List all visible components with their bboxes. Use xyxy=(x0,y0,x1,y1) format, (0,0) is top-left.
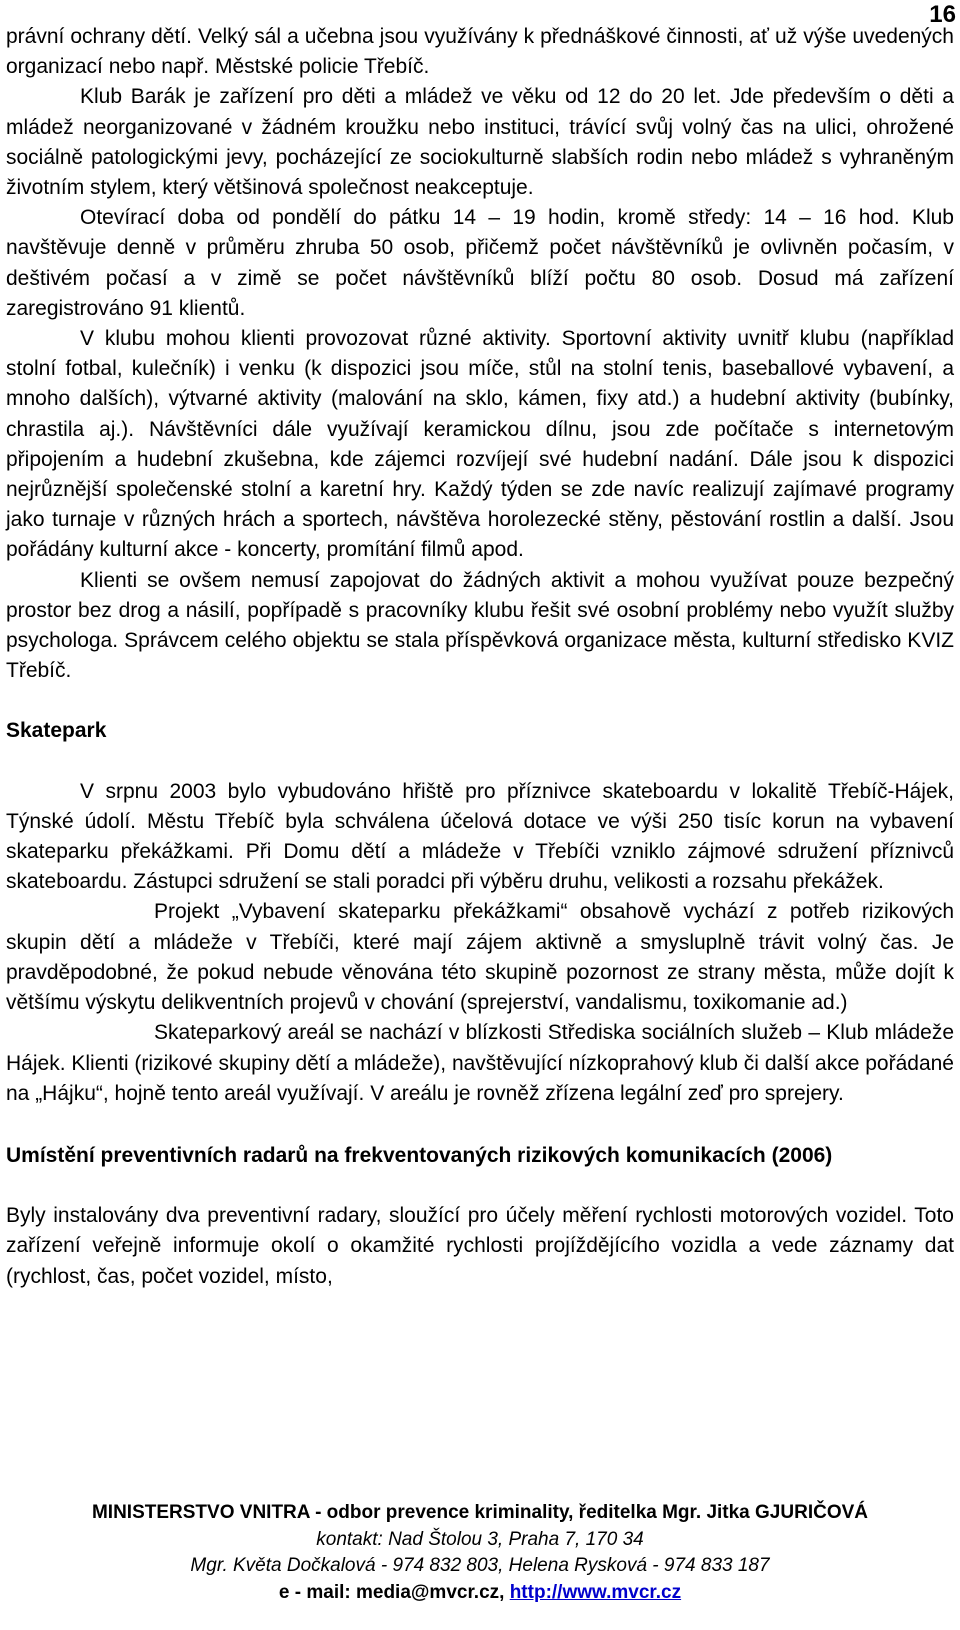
paragraph-skatepark-area: Skateparkový areál se nachází v blízkosti Střediska sociálních služeb – Klub mládeže Hájek. Klienti (rizikové skupiny dětí a mládeže), navštěvující nízkoprahový klub či další akce pořádané na „Hájku“, hojně tento areál využívají. V areálu je rovněž zřízena legální zeď pro sprejery. xyxy=(6,1021,954,1105)
paragraph-klub-barak: Klub Barák je zařízení pro děti a mládež ve věku od 12 do 20 let. Jde především o děti a mládež neorganizované v žádném kroužku nebo instituci, trávící svůj volný čas na ulici, ohrožené sociálně patologickými jevy, pocházející ze sociokulturně slabších rodin nebo mládež s vyhraněným životním stylem, který většinová společnost neakceptuje. xyxy=(6,85,954,200)
footer-email: e - mail: media@mvcr.cz, xyxy=(278,1581,510,1603)
paragraph-legal-protection: právní ochrany dětí. Velký sál a učebna jsou využívány k přednáškové činnosti, ať už výše uvedených organizací nebo např. Městské policie Třebíč. xyxy=(6,25,954,79)
footer-website-link[interactable]: http://www.mvcr.cz xyxy=(509,1581,682,1603)
paragraph-clients: Klienti se ovšem nemusí zapojovat do žádných aktivit a mohou využívat pouze bezpečný prostor bez drog a násilí, popřípadě s pracovníky klubu řešit své osobní problémy nebo využít služby psychologa. Správcem celého objektu se stala příspěvková organizace města, kulturní středisko KVIZ Třebíč. xyxy=(6,568,954,683)
document-body xyxy=(6,22,954,1292)
page-footer xyxy=(0,1500,960,1606)
footer-email-line xyxy=(0,1580,960,1607)
footer-contact-phones: Mgr. Květa Dočkalová - 974 832 803, Helena Rysková - 974 833 187 xyxy=(190,1555,770,1576)
heading-skatepark: Skatepark xyxy=(6,719,107,743)
paragraph-radars: Byly instalovány dva preventivní radary, sloužící pro účely měření rychlosti motorových vozidel. Toto zařízení veřejně informuje okolí o okamžité rychlosti projíždějícího vozidla a vede záznamy dat (rychlost, čas, počet vozidel, místo, xyxy=(6,1204,954,1288)
paragraph-opening-hours: Otevírací doba od pondělí do pátku 14 – 19 hodin, kromě středy: 14 – 16 hod. Klub navštěvuje denně v průměru zhruba 50 osob, přičemž počet návštěvníků je ovlivněn počasím, v deštivém počasí a v zimě se počet návštěvníků blíží počtu 80 osob. Dosud má zařízení zaregistrováno 91 klientů. xyxy=(6,206,954,320)
paragraph-skatepark-2003: V srpnu 2003 bylo vybudováno hřiště pro příznivce skateboardu v lokalitě Třebíč-Hájek, Týnské údolí. Městu Třebíč byla schválena účelová dotace ve výši 250 tisíc korun na vybavení skateparku překážkami. Při Domu dětí a mládeže v Třebíči vzniklo zájmové sdružení příznivců skateboardu. Zástupci sdružení se stali poradci při výběru druhu, velikosti a rozsahu překážek. xyxy=(6,779,954,894)
heading-preventive-radars: Umístění preventivních radarů na frekventovaných rizikových komunikacích (2006) xyxy=(6,1143,833,1167)
footer-contact-address: kontakt: Nad Štolou 3, Praha 7, 170 34 xyxy=(316,1528,644,1550)
paragraph-activities: V klubu mohou klienti provozovat různé aktivity. Sportovní aktivity uvnitř klubu (například stolní fotbal, kulečník) i venku (k dispozici jsou míče, stůl na stolní tenis, baseballové vybavení, a mnoho dalších), výtvarné aktivity (malování na sklo, kámen, fixy atd.) a hudební aktivity (bubínky, chrastila aj.). Návštěvníci dále využívají keramickou dílnu, jsou zde počítače s internetovým připojením a hudební zkušebna, kde zájemci rozvíjejí své hudební nadání. Dále jsou k dispozici nejrůznější společenské stolní a karetní hry. Každý týden se zde navíc realizují zajímavé programy jako turnaje v různých hrách a sportech, návštěva horolezecké stěny, pěstování rostlin a další. Jsou pořádány kulturní akce - koncerty, promítání filmů apod. xyxy=(6,327,954,562)
paragraph-skatepark-project: Projekt „Vybavení skateparku překážkami“ obsahově vychází z potřeb rizikových skupin dětí a mládeže v Třebíči, které mají zájem aktivně a smysluplně trávit volný čas. Je pravděpodobné, že pokud nebude věnována této skupině pozornost ze strany města, může dojít k většímu výskytu delikventních projevů v chování (sprejerství, vandalismu, toxikomanie ad.) xyxy=(6,900,954,1015)
page-number: 16 xyxy=(929,1,956,28)
footer-ministry-line: MINISTERSTVO VNITRA - odbor prevence kriminality, ředitelka Mgr. Jitka GJURIČOVÁ xyxy=(91,1502,868,1523)
